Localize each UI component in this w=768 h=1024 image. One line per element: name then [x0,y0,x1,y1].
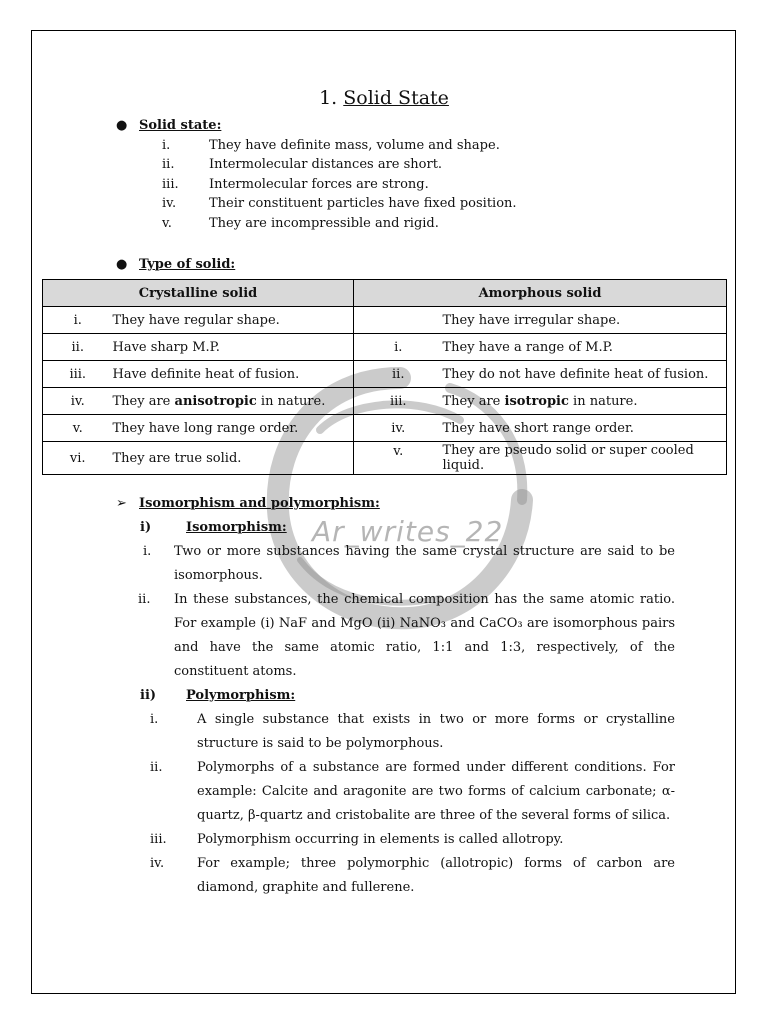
list-item: Polymorphism occurring in elements is called allotropy. [197,832,564,847]
list-number: v. [162,216,172,231]
row-number: iii. [43,361,113,388]
table-row [43,361,727,388]
amorphous-cell [443,334,727,361]
row-number: iv. [43,388,113,415]
list-number: iii. [162,177,179,192]
list-item: In these substances, the chemical composition has the same atomic ratio. For example (i) NaF and MgO (ii) NaNO₃ and CaCO₃ are isomorphous pairs and have the same atomic ratio, 1:1 and 1:3, respectively, of the constituent atoms. [174,592,675,679]
cell-text: They have long range order. [112,420,299,436]
isomorphism-heading [140,520,287,535]
row-number: v. [354,442,443,475]
crystalline-cell [113,334,354,361]
list-item: They have definite mass, volume and shape. [209,138,500,153]
table-row [43,415,727,442]
row-number: ii. [354,361,443,388]
list-item: Two or more substances having the same crystal structure are said to be isomorphous. [174,544,675,583]
title-number: 1. [319,87,338,109]
table-row [43,334,727,361]
watermark-text: Ar_writes_22 [312,515,504,548]
list-item: Intermolecular distances are short. [209,157,443,172]
solid-state-heading: Solid state: [139,118,222,133]
table-row [43,442,727,475]
type-of-solid-heading: Type of solid: [139,257,236,272]
list-item: Intermolecular forces are strong. [209,177,429,192]
row-number: i. [43,307,113,334]
list-number: iv. [162,196,177,211]
cell-text: Have sharp M.P. [112,339,220,355]
list-number: ii. [150,760,163,775]
list-number: iv. [150,856,165,871]
list-number: ii. [138,592,151,607]
crystalline-cell [113,388,354,415]
amorphous-cell [443,442,727,475]
cell-text: They are pseudo solid or super cooled liquid. [442,443,694,473]
amorphous-cell [443,415,727,442]
section-title: Polymorphism: [186,688,296,703]
amorphous-cell [443,388,727,415]
column-header-amorphous: Amorphous solid [354,280,727,307]
cell-text: They have irregular shape. [442,312,621,328]
cell-text: in nature. [256,393,326,409]
table-row [43,388,727,415]
row-number: ii. [43,334,113,361]
list-item: Polymorphs of a substance are formed under different conditions. For example: Calcite and aragonite are two forms of calcium carbonate; α-quartz, β-quartz and cristobalite are three of the several forms of silica. [197,760,675,823]
amorphous-cell [443,361,727,388]
row-number: vi. [43,442,113,475]
column-header-crystalline: Crystalline solid [43,280,354,307]
section-title: Isomorphism: [186,520,287,535]
amorphous-cell [443,307,727,334]
cell-text: They have regular shape. [112,312,280,328]
cell-text: They are [112,393,175,409]
cell-text: They are [442,393,505,409]
list-number: i. [143,544,152,559]
row-number [354,307,443,334]
row-number: v. [43,415,113,442]
list-number: iii. [150,832,167,847]
list-item: A single substance that exists in two or more forms or crystalline structure is said to be polymorphous. [197,712,675,751]
cell-text: Have definite heat of fusion. [112,366,300,382]
bullet-dot: ● [116,257,128,272]
crystalline-cell [113,442,354,475]
cell-text: They have short range order. [442,420,634,436]
crystalline-cell [113,307,354,334]
iso-poly-heading: Isomorphism and polymorphism: [139,496,380,511]
bullet-dot: ● [116,118,128,133]
list-item: They are incompressible and rigid. [209,216,439,231]
list-item: Their constituent particles have fixed position. [209,196,517,211]
section-label: ii) [140,688,157,703]
polymorphism-heading [140,688,296,703]
crystalline-cell [113,415,354,442]
list-item: For example; three polymorphic (allotropic) forms of carbon are diamond, graphite and fullerene. [197,856,675,895]
table-header-row [43,280,727,307]
row-number: iv. [354,415,443,442]
page-title [0,87,768,109]
cell-bold-text: isotropic [504,393,569,409]
list-number: ii. [162,157,175,172]
title-text: Solid State [343,87,449,109]
list-number: i. [150,712,159,727]
cell-text: They have a range of M.P. [442,339,613,355]
row-number: iii. [354,388,443,415]
cell-text: in nature. [568,393,638,409]
cell-text: They are true solid. [112,450,242,466]
cell-bold-text: anisotropic [174,393,257,409]
table-row [43,307,727,334]
crystalline-cell [113,361,354,388]
cell-text: They do not have definite heat of fusion. [442,366,709,382]
row-number: i. [354,334,443,361]
arrow-bullet-icon: ➢ [116,496,127,511]
list-number: i. [162,138,171,153]
solid-types-table [42,279,727,475]
section-label: i) [140,520,152,535]
